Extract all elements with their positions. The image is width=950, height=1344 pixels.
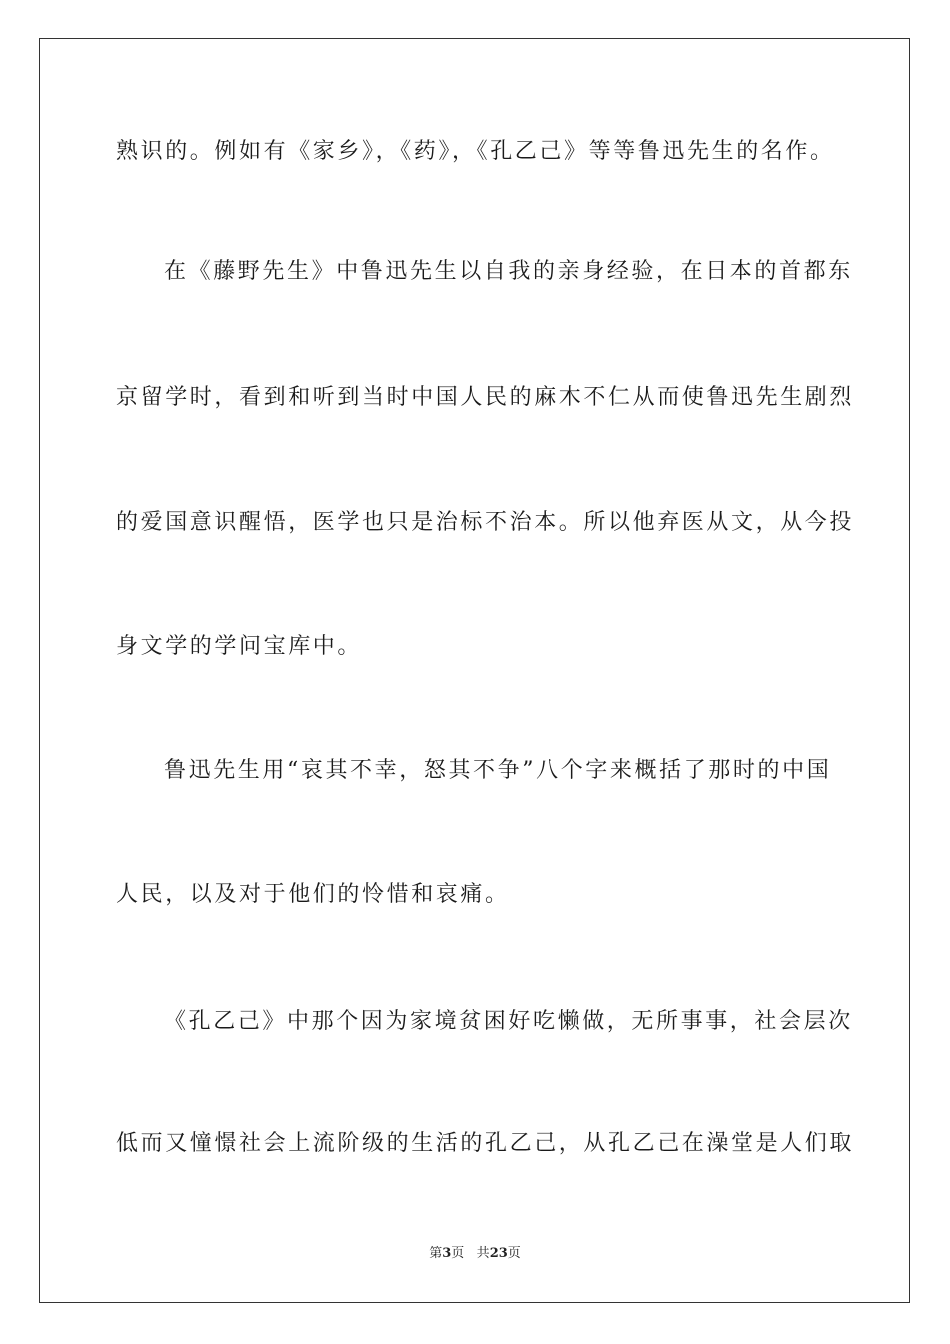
page-footer xyxy=(0,1246,950,1262)
text-line: 京留学时，看到和听到当时中国人民的麻木不仁从而使鲁迅先生剧烈 xyxy=(116,385,855,410)
page-border xyxy=(39,38,910,1303)
paragraph-start-line: 《孔乙己》中那个因为家境贫困好吃懒做，无所事事，社会层次 xyxy=(164,1009,853,1034)
text-line: 人民，以及对于他们的怜惜和哀痛。 xyxy=(116,882,510,907)
total-pages-number: 23 xyxy=(489,1246,508,1261)
paragraph-start-line: 在《藤野先生》中鲁迅先生以自我的亲身经验，在日本的首都东 xyxy=(164,259,853,284)
text-line: 的爱国意识醒悟，医学也只是治标不治本。所以他弃医从文，从今投 xyxy=(116,510,855,535)
text-line: 身文学的学问宝库中。 xyxy=(116,634,363,659)
current-page-number: 3 xyxy=(442,1246,452,1261)
page-prefix: 第 xyxy=(429,1246,443,1261)
page-suffix: 页 xyxy=(451,1246,465,1261)
total-prefix: 共 xyxy=(476,1246,490,1261)
text-line: 低而又憧憬社会上流阶级的生活的孔乙己，从孔乙己在澡堂是人们取 xyxy=(116,1131,855,1156)
total-suffix: 页 xyxy=(507,1246,521,1261)
paragraph-start-line: 鲁迅先生用“哀其不幸，怒其不争”八个字来概括了那时的中国 xyxy=(164,758,832,783)
text-line: 熟识的。例如有《家乡》，《药》，《孔乙己》等等鲁迅先生的名作。 xyxy=(116,139,835,164)
